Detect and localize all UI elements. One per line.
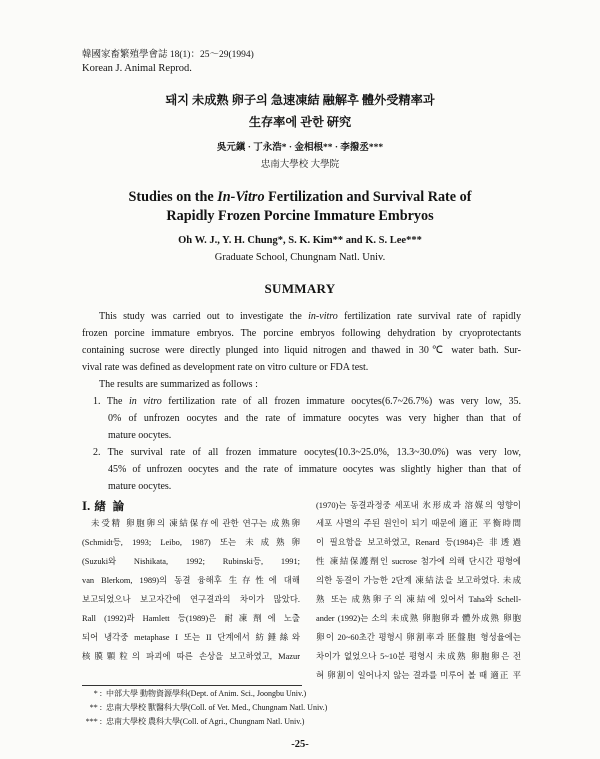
body-line: (1970)는 동결과정중 세포내 氷形成과 溶媒의 영향이	[316, 500, 521, 510]
english-affiliation: Graduate School, Chungnam Natl. Univ.	[214, 252, 386, 263]
introduction-number: I.	[82, 497, 91, 513]
footnote	[82, 715, 327, 729]
page-number: -25-	[291, 739, 309, 750]
body-line: ander (1992)는 소의 未成熟 卵胞卵과 體外成熟 卵胞	[316, 613, 521, 623]
introduction-title: 緖 論	[94, 500, 127, 513]
journal-name-english: Korean J. Animal Reprod.	[82, 63, 192, 74]
body-line: 卵이 20~60초간 평형시 卵割率과 胚盤胞 형성율에는	[316, 632, 521, 642]
result-line: mature oocytes.	[108, 429, 172, 441]
footnote-text: 忠南大學校 農科大學(Coll. of Agri., Chungnam Natl. Univ.)	[106, 717, 305, 726]
result-item-1	[0, 393, 600, 444]
body-line: (Schmidt등, 1993; Leibo, 1987) 또는 未成熟卵	[82, 538, 300, 548]
summary-line: frozen porcine immature embryos. The porcine embryos following dehydration by cryoprotectants	[82, 327, 521, 339]
result-item-2	[0, 444, 600, 495]
korean-affiliation: 忠南大學校 大學院	[260, 160, 340, 170]
body-line: (Suzuki와 Nishikata, 1992; Rubinski등, 1991;	[82, 557, 300, 567]
introduction-heading	[82, 497, 126, 517]
footnote	[82, 701, 327, 715]
footnote	[82, 687, 327, 701]
body-line: 熟 또는 成熟卵子의 凍結에 있어서 Taha와 Schell-	[316, 594, 521, 604]
result-text: fertilization rate of all frozen immature oocytes(6.7~26.7%) was very low, 35.	[161, 395, 521, 407]
body-line: 차이가 없었으나 5~10분 평형시 未成熟 卵胞卵은 전	[316, 651, 521, 661]
english-authors: Oh W. J., Y. H. Chung*, S. K. Kim** and K. S. Lee***	[178, 235, 422, 246]
italic-term: in-vitro	[308, 310, 338, 322]
footnote-mark: ** :	[89, 703, 102, 712]
footnotes	[82, 687, 327, 729]
korean-title-line-2: 生存率에 관한 硏究	[248, 115, 352, 129]
body-line: Rall (1992)과 Hamlett 등(1989)은 耐凍劑에 노출	[82, 613, 300, 623]
result-text: 1. The	[93, 395, 129, 407]
summary-text: This study was carried out to investigate the	[99, 310, 309, 322]
body-line: 보고되었으나 보고자간에 연구결과의 차이가 많았다.	[82, 594, 300, 604]
result-line	[93, 393, 521, 410]
body-line: 核膜顆粒의 파괴에 따른 손상을 보고하였고, Mazur	[82, 651, 300, 661]
english-title-line-1	[0, 188, 600, 207]
english-title	[0, 188, 600, 226]
body-line: van Blerkom, 1989)의 동결 융해후 生存性에 대해	[82, 576, 300, 586]
footnote-mark: * :	[93, 689, 102, 698]
footnote-text: 忠南大學校 獸醫科大學(Coll. of Vet. Med., Chungnam Natl. Univ.)	[106, 703, 328, 712]
intro-right-column	[316, 497, 521, 686]
korean-authors: 吳元鎭 · 丁永浩* · 金相根** · 李撥丞***	[216, 143, 384, 153]
result-line: mature oocytes.	[108, 480, 172, 492]
body-line: 이 필요함을 보고하였고, Renard 등(1984)은 非透過	[316, 538, 521, 548]
title-text: Studies on the	[128, 189, 218, 205]
english-title-line-2: Rapidly Frozen Porcine Immature Embryos	[166, 208, 434, 224]
body-line: 세포 사멸의 주된 원인이 되기 때문에 適正 平衡時間	[316, 519, 521, 529]
korean-title-line-1: 돼지 未成熟 卵子의 急速凍結 融解후 體外受精率과	[165, 93, 435, 107]
summary-section	[0, 308, 600, 495]
korean-title	[0, 89, 600, 133]
body-line: 未受精 卵胞卵의 凍結保存에 관한 연구는 成熟卵	[91, 519, 300, 529]
summary-line: vival rate was defined as development rate on vitro culture or FDA test.	[82, 361, 369, 373]
body-line: 의한 동결이 가능한 2단계 凍結法을 보고하였다. 未成	[316, 576, 521, 586]
summary-line: containing sucrose were directly plunged into liquid nitrogen and thawed in 30℃ water bath. Sur-	[82, 344, 521, 356]
results-intro: The results are summarized as follows :	[99, 378, 258, 390]
journal-name-korean: 韓國家畜繁殖學會誌 18(1)：25～29(1994)	[82, 50, 254, 60]
title-italic-term: In-Vitro	[217, 189, 265, 205]
footnote-rule	[82, 685, 302, 686]
journal-header	[82, 48, 254, 76]
result-line: 2. The survival rate of all frozen immature oocytes(10.3~25.0%, 13.3~30.0%) was very low,	[93, 446, 521, 458]
italic-term: in vitro	[128, 395, 162, 407]
intro-left-column	[82, 515, 300, 666]
result-line: 45% of unfrozen oocytes and the rate of immature oocytes was slightly higher than that of	[108, 463, 521, 475]
title-text: Fertilization and Survival Rate of	[264, 189, 472, 205]
summary-line	[99, 308, 521, 325]
footnote-mark: *** :	[85, 717, 102, 726]
summary-text: fertilization rate survival rate of rapidly	[337, 310, 521, 322]
summary-heading: SUMMARY	[264, 281, 336, 296]
body-line: 혀 卵割이 일어나지 않는 결과를 미루어 볼 때 適正 平	[316, 670, 521, 680]
result-line: 0% of unfrozen oocytes and the rate of immature oocytes was very higher than that of	[108, 412, 521, 424]
body-line: 性 凍結保護劑인 sucrose 첨가에 의해 단시간 평형에	[316, 557, 521, 567]
body-line: 되어 냉각중 metaphase I 또는 II 단계에서 紡錘絲와	[82, 632, 300, 642]
footnote-text: 中部大學 動物資源學科(Dept. of Anim. Sci., Joongbu Univ.)	[106, 689, 307, 698]
